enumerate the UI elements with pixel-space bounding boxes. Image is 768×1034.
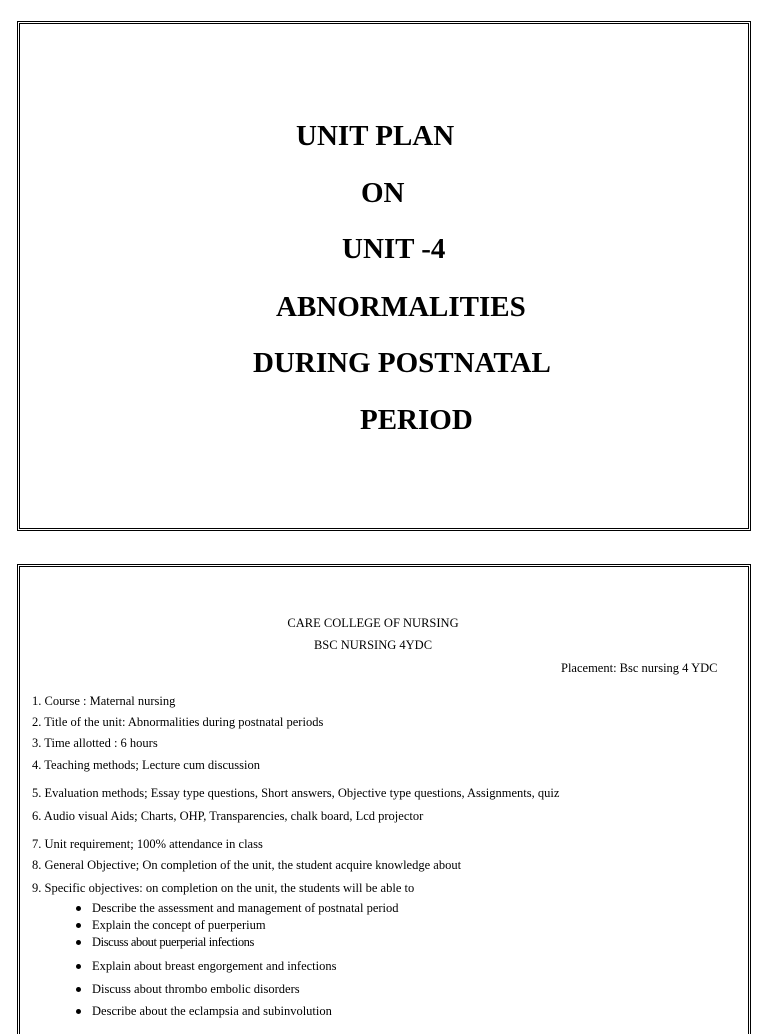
list-item: Discuss about thrombo embolic disorders [92, 982, 300, 997]
cover-title-line-3: UNIT -4 [342, 233, 446, 265]
list-item: Discuss about puerperial infections [92, 935, 254, 950]
placement-text: Placement: Bsc nursing 4 YDC [561, 661, 718, 675]
cover-page [17, 21, 751, 531]
plan-item-7: 7. Unit requirement; 100% attendance in class [32, 837, 263, 851]
list-item: Describe about the eclampsia and subinvolution [92, 1004, 332, 1019]
cover-title-line-6: PERIOD [360, 404, 473, 436]
bullet-icon [76, 964, 81, 969]
college-name: CARE COLLEGE OF NURSING [287, 616, 459, 630]
plan-item-9: 9. Specific objectives: on completion on the unit, the students will be able to [32, 881, 415, 895]
cover-title-line-5: DURING POSTNATAL [253, 347, 551, 379]
plan-item-8: 8. General Objective; On completion of the unit, the student acquire knowledge about [32, 858, 462, 872]
plan-item-3: 3. Time allotted : 6 hours [32, 736, 158, 750]
plan-item-5: 5. Evaluation methods; Essay type questions, Short answers, Objective type questions, Assignments, quiz [32, 786, 560, 800]
cover-title-line-4: ABNORMALITIES [276, 291, 526, 323]
plan-item-6: 6. Audio visual Aids; Charts, OHP, Transparencies, chalk board, Lcd projector [32, 809, 424, 823]
cover-title-line-2: ON [361, 177, 405, 209]
unit-plan-page [17, 564, 751, 1034]
bullet-icon [76, 987, 81, 992]
list-item: Explain the concept of puerperium [92, 918, 266, 933]
bullet-icon [76, 906, 81, 911]
list-item: Describe the assessment and management of postnatal period [92, 901, 399, 916]
plan-item-4: 4. Teaching methods; Lecture cum discussion [32, 758, 261, 772]
program-name: BSC NURSING 4YDC [313, 638, 433, 652]
plan-item-1: 1. Course : Maternal nursing [32, 694, 176, 708]
cover-title-line-1: UNIT PLAN [296, 120, 455, 152]
bullet-icon [76, 940, 81, 945]
list-item: Explain about breast engorgement and infections [92, 959, 337, 974]
plan-item-2: 2. Title of the unit: Abnormalities during postnatal periods [32, 715, 324, 729]
bullet-icon [76, 923, 81, 928]
bullet-icon [76, 1009, 81, 1014]
